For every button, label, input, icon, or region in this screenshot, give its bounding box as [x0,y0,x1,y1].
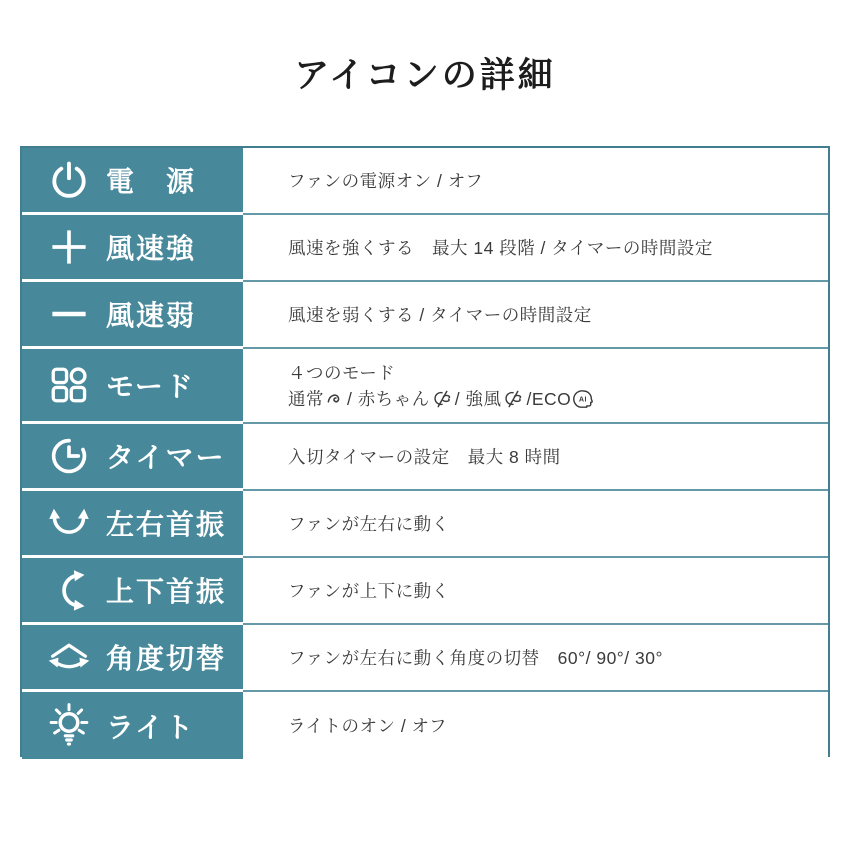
mode-desc-line1: ４つのモード [288,362,396,383]
row-description: 入切タイマーの設定 最大 8 時間 [288,446,561,467]
light-label-cell [22,692,243,759]
row-label: 左右首振 [106,509,227,540]
mode-label-cell [22,349,243,424]
light-desc-cell [243,692,828,759]
row-label: 風速弱 [106,300,197,331]
row-description: 風速を強くする 最大 14 段階 / タイマーの時間設定 [288,237,713,258]
speed-up-desc-cell [243,215,828,282]
row-label: 電 源 [106,166,197,197]
oscillate-horizontal-icon [44,506,94,540]
normal-mode-swirl-icon [326,389,345,408]
mode-grid-icon [44,364,94,406]
angle-switch-desc-cell [243,625,828,692]
strong-wind-icon [503,389,524,409]
plus-icon [44,226,94,268]
table-row-oscillate-vertical [22,558,828,625]
page-title: アイコンの詳細 [294,56,556,95]
table-row-mode [22,349,828,424]
table-row-light [22,692,828,759]
speed-up-label-cell [22,215,243,282]
oscillate-horizontal-desc-cell [243,491,828,558]
minus-icon [44,293,94,335]
svg-text:AI: AI [579,394,588,403]
row-label: モード [106,371,195,402]
row-label: 角度切替 [106,643,227,674]
oscillate-vertical-icon [44,569,94,611]
angle-switch-label-cell [22,625,243,692]
mode-eco-label: /ECO [526,388,572,409]
mode-normal-label: 通常 [288,388,324,409]
baby-wind-icon [432,389,453,409]
row-label: 上下首振 [106,576,227,607]
timer-clock-icon [44,435,94,477]
mode-desc-cell [243,349,828,424]
row-description: ファンが左右に動く角度の切替 60°/ 90°/ 30° [288,647,663,668]
icon-detail-table [20,146,830,757]
oscillate-vertical-desc-cell [243,558,828,625]
mode-strong-label: / 強風 [454,388,502,409]
mode-desc-line2 [288,386,818,412]
row-description: ファンが上下に動く [288,580,450,601]
row-description: ライトのオン / オフ [288,715,448,736]
power-desc-cell [243,148,828,215]
row-label: タイマー [106,442,226,473]
light-icon [44,703,94,749]
power-icon [44,159,94,201]
table-row-oscillate-horizontal [22,491,828,558]
row-label: ライト [106,711,196,743]
speed-down-label-cell [22,282,243,349]
eco-ai-icon [573,389,594,409]
row-description: ファンが左右に動く [288,513,450,534]
timer-label-cell [22,424,243,491]
table-row-timer [22,424,828,491]
mode-baby-label: / 赤ちゃん [347,388,430,409]
table-row-speed-down [22,282,828,349]
table-row-speed-up [22,215,828,282]
power-label-cell [22,148,243,215]
row-label: 風速強 [106,233,197,264]
speed-down-desc-cell [243,282,828,349]
timer-desc-cell [243,424,828,491]
row-description: ファンの電源オン / オフ [288,170,484,191]
table-row-power [22,148,828,215]
row-description: 風速を弱くする / タイマーの時間設定 [288,304,592,325]
angle-switch-icon [44,639,94,675]
oscillate-vertical-label-cell [22,558,243,625]
table-row-angle-switch [22,625,828,692]
oscillate-horizontal-label-cell [22,491,243,558]
